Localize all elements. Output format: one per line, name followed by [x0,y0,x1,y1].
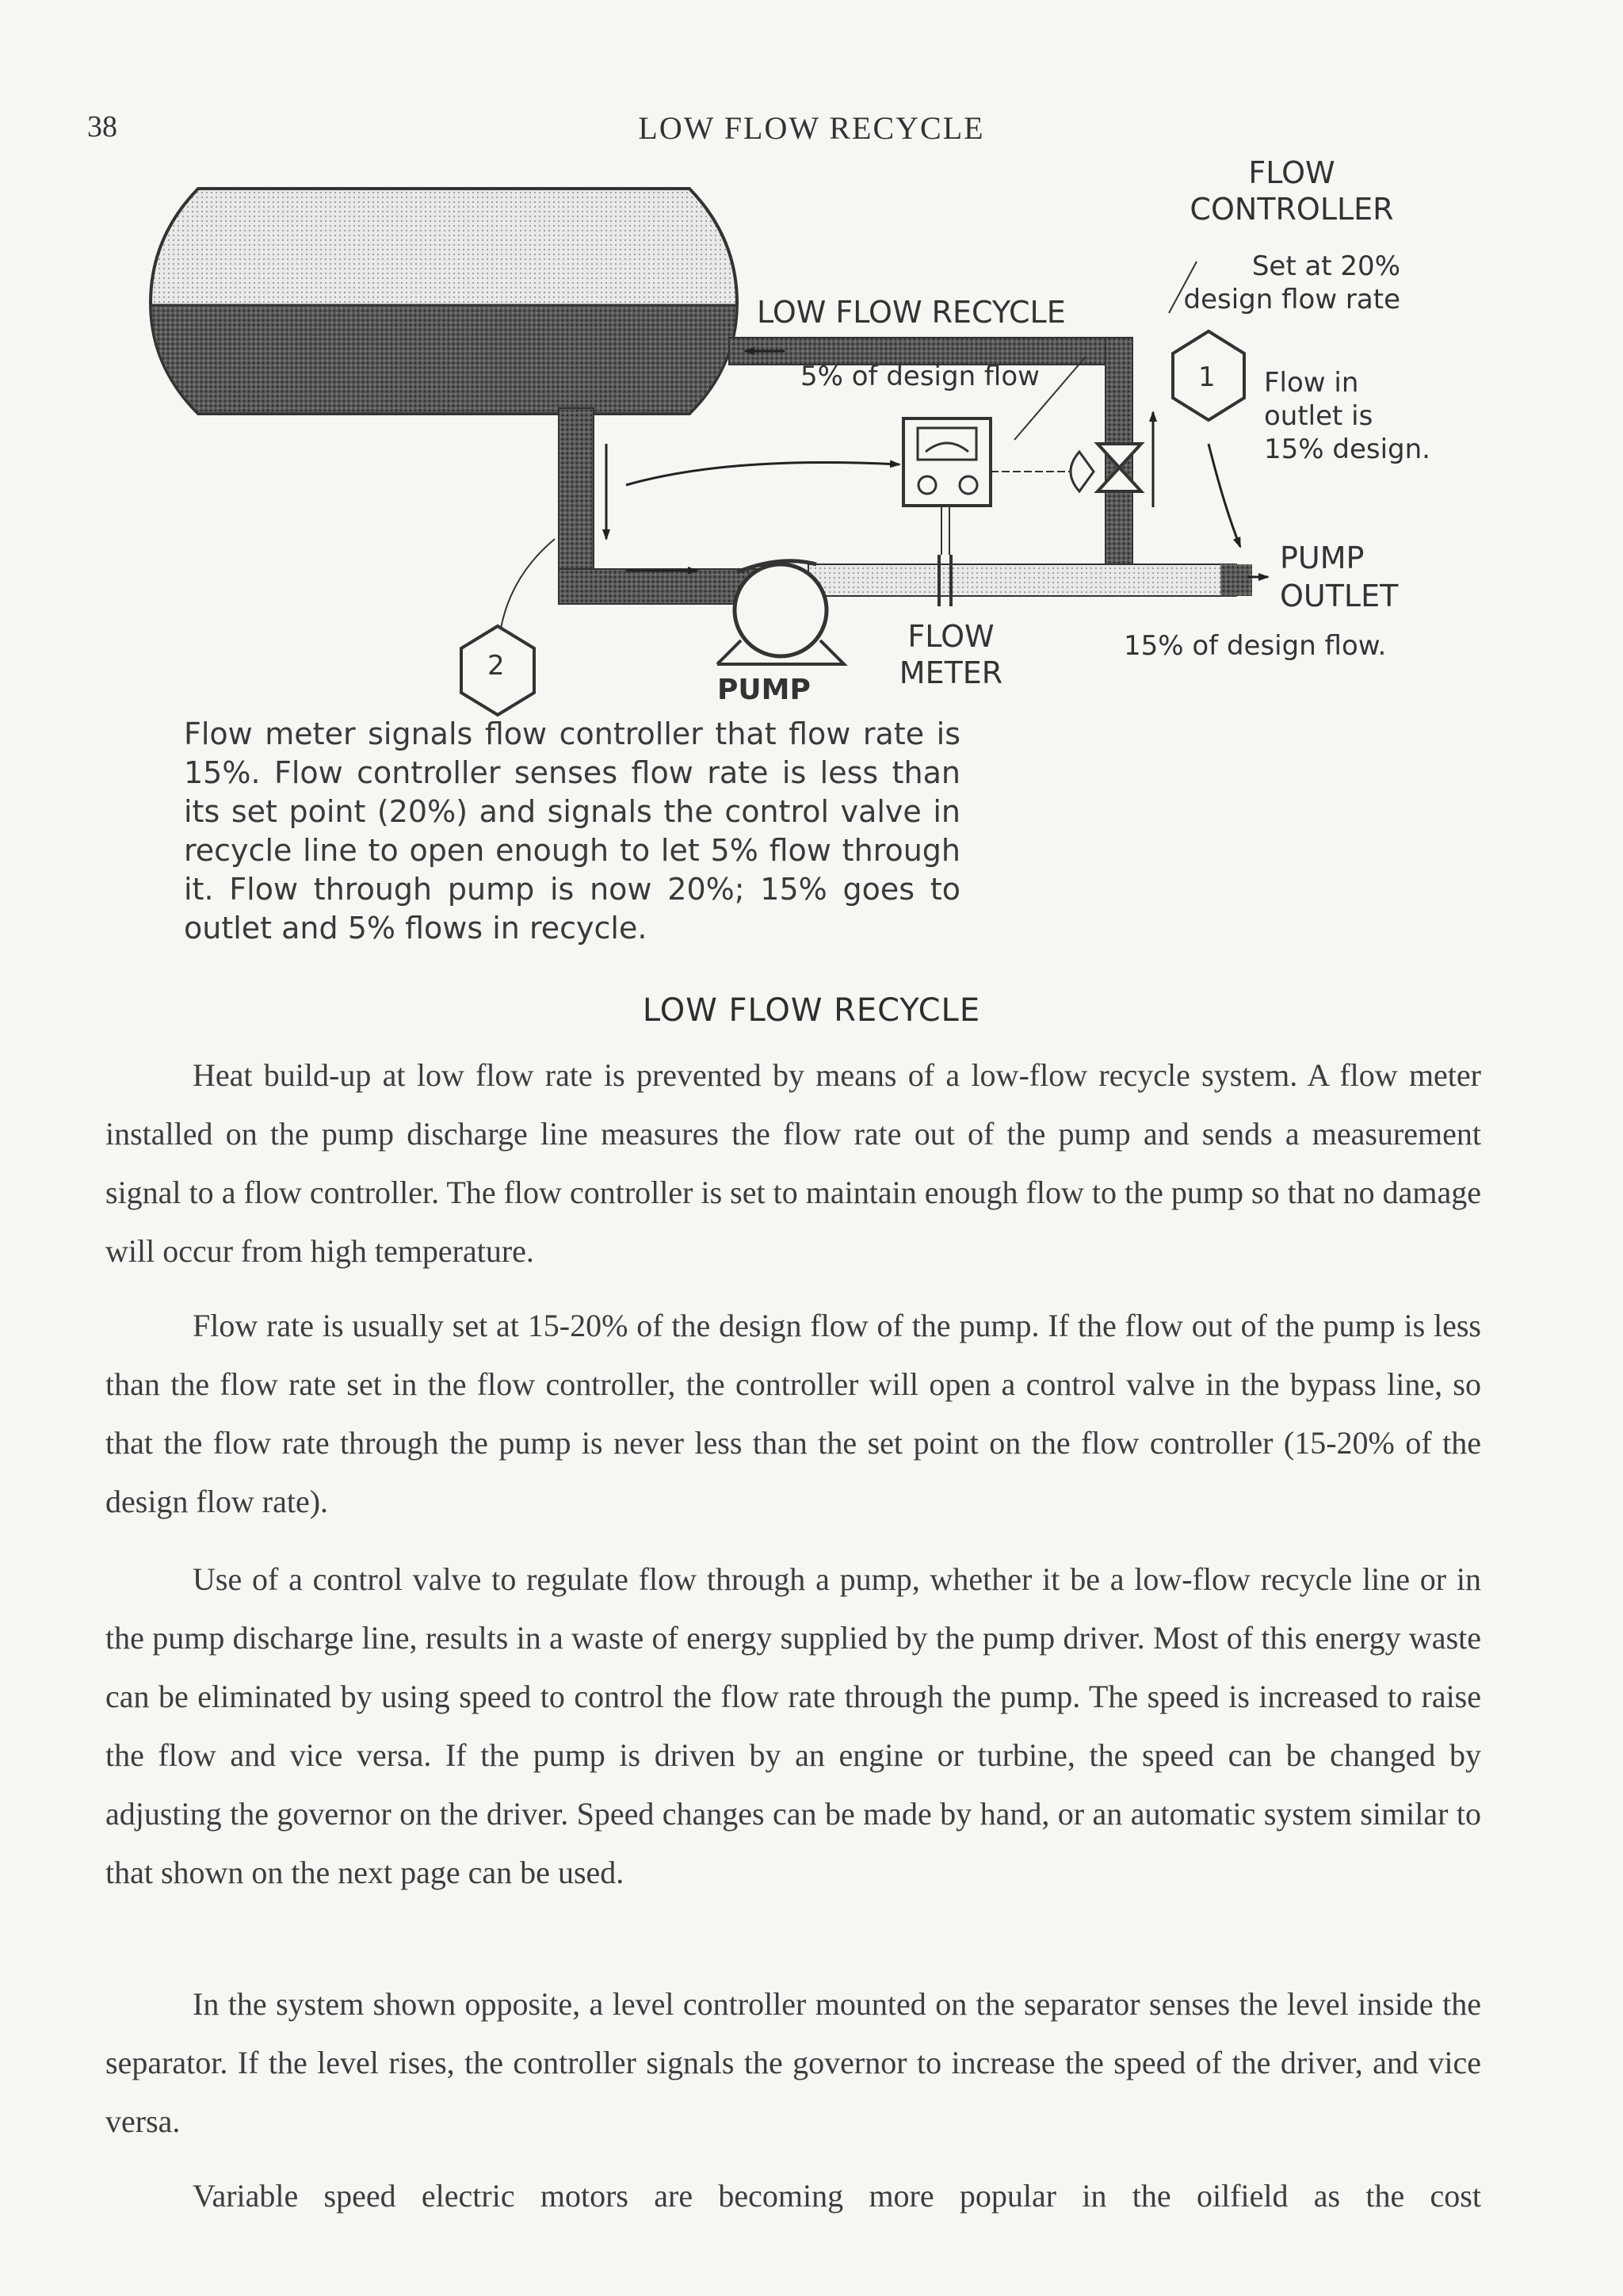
low-flow-recycle-label: LOW FLOW RECYCLE [757,295,1066,330]
running-head: LOW FLOW RECYCLE [638,110,985,146]
separator-vessel [151,189,737,414]
signal-arrow [626,462,899,485]
diagram-caption: Flow meter signals flow controller that flow rate is 15%. Flow controller senses flow rate is less than its set point (20%) and signals the control valve in recycle line to open enough to let 5% flow through it. Flow through pump is now 20%; 15% goes to outlet and 5% flows in recycle. [184,716,960,946]
callout-1-text: Flow in outlet is 15% design. [1264,367,1430,465]
paragraph-4: In the system shown opposite, a level controller mounted on the separator senses the level inside the separator. If the level rises, the controller signals the governor to increase the speed of the driver, and vice versa. [105,1986,1481,2139]
outlet-flow-label: 15% of design flow. [1124,630,1387,662]
recycle-flow-label: 5% of design flow [800,361,1040,392]
pump-outlet-label: PUMP OUTLET [1280,541,1399,613]
callout-2-leader [499,539,555,638]
flow-meter-label: FLOW METER [899,619,1003,690]
paragraph-5: Variable speed electric motors are becoming more popular in the oilfield as the cost [193,2178,1481,2214]
pump-label: PUMP [717,674,811,706]
paragraph-1: Heat build-up at low flow rate is prevented by means of a low-flow recycle system. A flow meter installed on the pump discharge line measures the flow rate out of the pump and sends a measurement signal to a flow controller. The flow controller is set to maintain enough flow to the pump so that no damage will occur from high temperature. [105,1057,1481,1269]
set-point-label: Set at 20% design flow rate [1183,250,1400,315]
flow-controller-instrument [903,418,1079,506]
discharge-pipe [808,564,1252,596]
page-number: 38 [87,110,117,143]
callout-1-number: 1 [1198,361,1216,393]
flow-controller-label: FLOW CONTROLLER [1190,155,1394,227]
section-title: LOW FLOW RECYCLE [642,992,981,1029]
paragraph-3: Use of a control valve to regulate flow through a pump, whether it be a low-flow recycle line or in the pump discharge line, results in a waste of energy supplied by the pump driver. Most of this energy waste can be eliminated by using speed to control the flow rate through the pump. The speed is increased to raise the flow and vice versa. If the pump is driven by an engine or turbine, the speed can be changed by adjusting the governor on the driver. Speed changes can be made by hand, or an automatic system similar to that shown on the next page can be used. [105,1561,1481,1890]
paragraph-2: Flow rate is usually set at 15-20% of the design flow of the pump. If the flow out of the pump is less than the flow rate set in the flow controller, the controller will open a control valve in the bypass line, so that the flow rate through the pump is never less than the set point on the flow controller (15-20% of the design flow rate). [105,1308,1481,1519]
callout-1-arrow [1209,444,1240,547]
suction-pipe [559,408,765,604]
callout-2-number: 2 [487,650,505,682]
